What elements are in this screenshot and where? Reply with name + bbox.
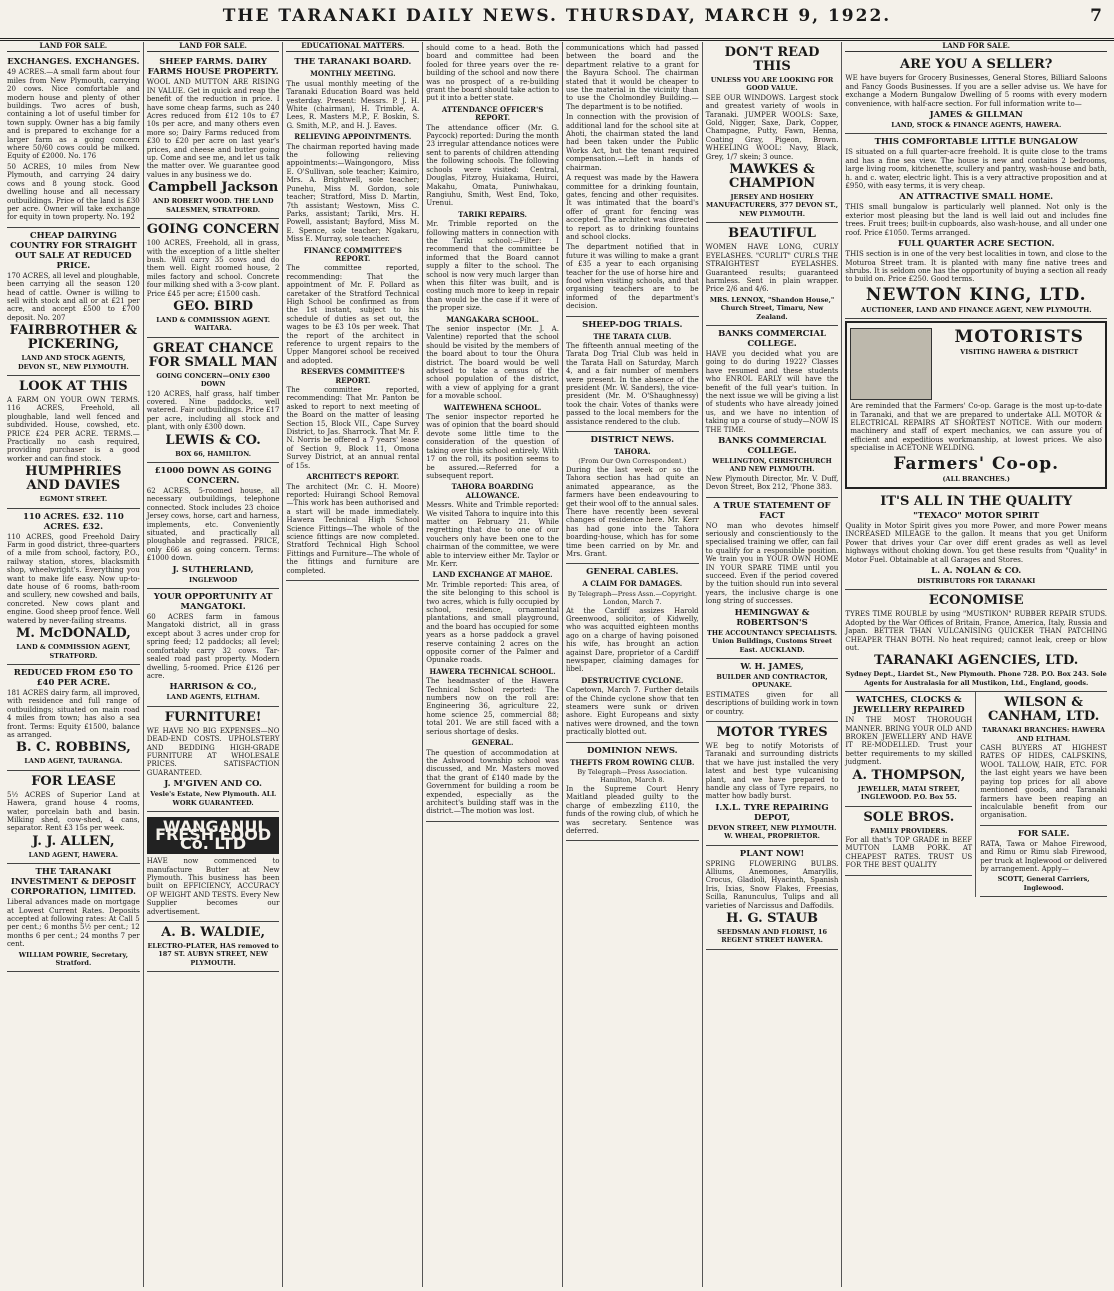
ad-heading: CHEAP DAIRYING COUNTRY FOR STRAIGHT OUT SALE AT REDUCED PRICE. — [10, 230, 137, 271]
column-header: LAND FOR SALE. — [845, 42, 1107, 52]
ad-body: 49 ACRES.—A small farm about four miles from New Plymouth, carrying 20 cows. Nice comfortable and modern house and plenty of other buildings. Two acres of bush, containing a lot of useful timber for town supply. Owner has a big family and is prepared to exchange for a larger farm as a going concern where 50/60 cows could be milked. Equity of £2000. No. 176 — [7, 68, 140, 161]
advertiser-name: W. H. JAMES, — [740, 661, 804, 672]
ad-body: THIS section is in one of the very best localities in town, and close to the Moturoa Street tram. It is planted with many fine native trees and shrubs. It is seldom one has the opportunity of buying a section all ready to build on. Price £250. Good terms. — [845, 250, 1108, 284]
ad-investment-corporation — [7, 864, 140, 972]
advertiser-name: HARRISON & CO., — [169, 682, 257, 693]
ad-heading: THIS COMFORTABLE LITTLE BUNGALOW — [874, 137, 1078, 148]
ad-heading: FOR LEASE — [31, 773, 116, 789]
advertiser-name: BANKS COMMERCIAL COLLEGE. — [718, 436, 826, 456]
advertiser-address: LAND AGENTS, ELTHAM. — [166, 693, 260, 702]
article-body: In connection with the provision of additional land for the school site at Ahoti, the chairman stated the land had been taken under the Public Works Act, but the tenant required compensation.—Left in hands of chairman. — [565, 113, 699, 172]
column-4 — [423, 42, 563, 1287]
section-title: MANGAKARA SCHOOL. — [446, 314, 539, 324]
masthead — [0, 0, 1114, 41]
article-title: THE TARANAKI BOARD. — [294, 57, 412, 68]
article-body: The department notified that in future it was willing to make a grant of £35 a year to each organising teacher for the use of horse hire and food when visiting schools, and that organising teachers are to be informed of the department's decision. — [565, 243, 699, 311]
ad-body: WE HAVE NO BIG EXPENSES—NO DEAD-END COSTS. UPHOLSTERY AND BEDDING HIGH-GRADE FURNITURE AT WHOLESALE PRICES. SATISFACTION GUARANTEED. — [146, 726, 280, 777]
ad-watches — [845, 692, 972, 806]
ad-body: Liberal advances made on mortgage at Lowest Current Rates. Deposits accepted at following rates: At Call 5 per cent.; 6 months 5½ per cent.; 12 months 6 per cent.; 24 months 7 per cent. — [7, 898, 140, 949]
article-subtitle: MONTHLY MEETING. — [310, 69, 396, 79]
article-heading: GENERAL CABLES. — [586, 567, 679, 578]
section-title: ATTENDANCE OFFICER'S REPORT. — [441, 104, 544, 123]
ad-body: A FARM ON YOUR OWN TERMS. 116 ACRES, Freehold, all ploughable, land well fenced and subdivided. House, cowshed, etc. PRICE £24 PER ACRE. TERMS.—Practically no cash required, providing purchaser is a good worker and can find stock. — [7, 395, 140, 463]
ad-body: THIS small bungalow is particularly well planned. Not only is the exterior most pleasing but the land is well laid out and includes fine trees. Fruit trees; built-in cupboards, also wash-house, and all under one roof. Price £1050. Terms arranged. — [845, 203, 1108, 237]
article-general-cables — [566, 564, 699, 742]
ad-body: WOOL AND MUTTON ARE RISING IN VALUE. Get in quick and reap the benefit of the reduction in price. I have some cheap farms, such as 240 Acres reduced from £12 10s to £7 10s per acre, and many others even more so; Dairy Farms reduced from £30 to £20 per acre on last year's prices, and cheese and butter going up. Come and see me, and let us talk the matter over. We guarantee good values in any business we do. — [146, 78, 280, 179]
article-body: A request was made by the Hawera committee for a drinking fountain, gates, fencing and other requisites. It was intimated that the board's offer of grant for fencing was accepted. The architect was directed to report as to drinking fountains and school clocks. — [565, 174, 699, 241]
advertiser-name: H. G. STAUB — [726, 911, 818, 927]
article-district-news — [566, 432, 699, 564]
section-title: LAND EXCHANGE AT MAHOE. — [432, 570, 553, 580]
section-title: WAITEWHENA SCHOOL. — [443, 402, 542, 412]
ad-cheap-dairying — [7, 228, 140, 376]
ad-subheading: GOING CONCERN—ONLY £300 DOWN — [156, 371, 270, 389]
section-title: GENERAL. — [471, 738, 514, 748]
article-body: The committee reported, recommending: That Mr. Panton be asked to report to next meeting of the Board on the matter of leasing Section 15, Block VII., Cape Survey District, to Jas. Sharrock. That Mr. F. N. Norris be offered a 7 years' lease of Section 9, Block 11, Omona Survey District, at an annual rental of 15s. — [286, 386, 420, 470]
article-title: THE TARATA CLUB. — [593, 331, 672, 341]
section-title: ARCHITECT'S REPORT. — [306, 472, 400, 482]
article-body: The committee reported, recommending: That the appointment of Mr. F. Pollard as caretaker of the Stratford Technical High School be confirmed as from the 1st instant, subject to his schedule of duties as set out, the wages to be £3 10s per week. That the report of the architect in reference to urgent repairs to the Upper Mangorei school be received and adopted. — [286, 264, 420, 365]
article-body: The usual monthly meeting of the Taranaki Education Board was held yesterday. Present: Messrs. P. J. H. White (chairman), H. Trimble, A. Lees, R. Masters M.P., F. Boskin, S. G. Smith, M.P., and H. J. Eaves. — [286, 79, 420, 130]
advertiser-name: J. J. ALLEN, — [32, 833, 115, 849]
column-header: LAND FOR SALE. — [147, 42, 280, 52]
page-number: 7 — [1090, 6, 1102, 26]
ad-are-you-a-seller — [845, 54, 1107, 134]
ad-heading: DON'T READ THIS — [724, 45, 820, 74]
article-heading: SHEEP-DOG TRIALS. — [582, 319, 683, 330]
ad-true-statement — [706, 498, 839, 659]
ad-sheep-farms — [147, 54, 280, 219]
advertiser-name: MAWKES & CHAMPION — [728, 162, 816, 192]
section-title: TARIKI REPAIRS. — [458, 209, 527, 219]
article-title: THEFTS FROM ROWING CLUB. — [570, 757, 695, 767]
advertiser-name: WILSON & CANHAM, LTD. — [988, 695, 1100, 725]
ad-body: IS situated on a full quarter-acre freehold. It is quite close to the trams and has a fine sea view. The house is new and contains 2 bedrooms, large living room, kitchenette, scullery and pantry, wash-house and bath, h. and c. water, electric light. This is a very attractive proposition and at £950, with easy terms, it is very cheap. — [845, 148, 1108, 191]
ad-heading: FURNITURE! — [164, 709, 262, 725]
column-3 — [283, 42, 423, 1287]
article-body: The question of accommodation at the Ashwood township school was discussed, and Mr. Masters moved that the grant of £140 made by the Government for building a room be expended, especially as the architect's building staff was in the district.—The motion was lost. — [426, 748, 559, 816]
ad-heading: A TRUE STATEMENT OF FACT — [713, 500, 831, 521]
ad-exchanges — [7, 54, 140, 227]
advertiser-address: ELECTRO-PLATER, HAS removed to 187 ST. AUBYN STREET, NEW PLYMOUTH. — [147, 942, 279, 967]
advertiser-address: THE ACCOUNTANCY SPECIALISTS. Union Buildings, Customs Street East. AUCKLAND. — [707, 628, 838, 654]
advertiser-address: EGMONT STREET. — [39, 495, 108, 504]
ad-mangatoki — [147, 589, 280, 707]
ad-body: WOMEN HAVE LONG, CURLY EYELASHES. "CURLIT" CURLS THE STRAIGHTEST EYELASHES. Guaranteed results; guaranteed harmless. Sent in plain wrapper. Price 2/6 and 4/6. — [705, 243, 839, 294]
ad-body: 100 ACRES, Freehold, all in grass, with the exception of a little shelter bush. Will carry 35 cows and do them well. Eight roomed house, 2 miles factory and school. Concrete four milking shed with a 3-cow plant. Price £45 per acre; £1500 cash. — [146, 239, 280, 298]
article-byline: By Telegraph—Press Assn.—Copyright. London, March 7. — [567, 589, 697, 607]
ad-signature: SCOTT, General Carriers, Inglewood. — [997, 875, 1090, 892]
ad-body: NO man who devotes himself seriously and conscientiously to the specialised training we offer, can fail to qualify for a responsible position. We train you in YOUR OWN HOME IN YOUR SPARE TIME until you succeed. Even if the period covered by the tuition should run into several years, the inclusive charge is one long string of successes. — [705, 521, 839, 606]
ad-body: WE have buyers for Grocery Businesses, General Stores, Billiard Saloons and Fancy Goods Businesses. If you are a seller advise us. We have for exchange a Modern Bungalow Dwelling of 5 rooms with every modern convenience, with half-acre section. For full information write to— — [845, 74, 1108, 108]
ad-heading: LOOK AT THIS — [19, 378, 128, 394]
section-title: RESERVES COMMITTEE'S REPORT. — [300, 367, 405, 385]
ad-body: 120 ACRES, half grass, half timber covered. Nine paddocks, well watered. Fair outbuildings. Price £17 per acre, including all stock and plant, with only £300 down. — [146, 389, 280, 432]
ad-motorists — [845, 321, 1107, 489]
ad-heading: BEAUTIFUL — [728, 226, 816, 242]
article-body: Mr. Trimble reported on the following matters in connection with the Tariki school:—Filter: I recommend that the committee be informed that the Board cannot supply a filter to the school. The school is now very much larger than when this filter was built, and is costing much more to keep in repair than would be the case if it were of the proper size. — [426, 220, 559, 313]
article-body: The senior inspector reported he was of opinion that the board should devote some little time to the consideration of the question of taking over this school entirely. With 17 on the roll, its position seems to be assured.—Referred for a subsequent report. — [426, 413, 559, 480]
ad-body: 60 ACRES farm in famous Mangatoki district, all in grass except about 3 acres under crop for spring feed; 12 paddocks; all level; comfortably carry 32 cows. Tar-sealed road past property. Modern dwelling, 5-roomed. Price £126 per acre. — [146, 613, 280, 680]
ad-110-acres — [7, 509, 140, 665]
ad-great-chance — [147, 338, 280, 463]
newspaper-title: THE TARANAKI DAILY NEWS. THURSDAY, MARCH 9, 1922. — [222, 6, 892, 26]
ad-heading: REDUCED FROM £50 TO £40 PER ACRE. — [13, 667, 133, 688]
ad-signature: WILLIAM POWRIE, Secretary, Stratford. — [18, 950, 128, 968]
column-header: LAND FOR SALE. — [7, 42, 140, 52]
article-body: During the last week or so the Tahora section has had quite an animated appearance, as the farmers have been endeavouring to get their wool off to the annual sales. There have recently been several changes of residence here. Mr. Kerr has had gone into the Tahora boarding-house, which has for some time been carried on by Mr. and Mrs. Grant. — [565, 465, 699, 558]
ad-body: 50 ACRES, 10 miles from New Plymouth, and carrying 24 dairy cows and 8 young stock. Good dwelling house and all necessary outbuildings. Price of the land is £30 per acre. Owner will take exchange for equity in town property. No. 192 — [7, 162, 140, 222]
advertiser-address: LAND & COMMISSION AGENT. WAITARA. — [156, 315, 270, 333]
section-title: RELIEVING APPOINTMENTS. — [294, 132, 412, 142]
ad-1000-down — [147, 463, 280, 589]
ad-body: For all that's TOP GRADE in BEEF MUTTON LAMB PORK. AT CHEAPEST RATES. TRUST US FOR THE BEST QUALITY — [845, 835, 973, 870]
ad-body: WE beg to notify Motorists of Taranaki and surrounding districts that we have just installed the very latest and best type vulcanising plant, and we have prepared to handle any class of Tyre repairs, no matter how badly burst. — [705, 741, 839, 801]
ad-waldie — [147, 922, 280, 972]
ad-heading: PLANT NOW! — [739, 848, 805, 859]
advertiser-address: LAND AGENT, TAURANGA. — [24, 757, 123, 766]
ad-heading: MOTOR TYRES — [716, 724, 828, 740]
newspaper-page — [4, 42, 1110, 1287]
advertiser-name: B. C. ROBBINS, — [16, 740, 131, 756]
ad-look-at-this — [7, 376, 140, 509]
advertiser-address: SEEDSMAN AND FLORIST, 16 REGENT STREET HAWERA. — [717, 928, 828, 945]
advertiser-address: AUCTIONEER, LAND AND FINANCE AGENT, NEW PLYMOUTH. — [860, 305, 1092, 314]
ad-body: 5½ ACRES of Superior Land at Hawera, grand house 4 rooms, water, porcelain bath and basin. Milking shed, cow-shed, 4 cans, separator. Rent £3 15s per week. — [7, 790, 140, 833]
advertiser-name: A. B. WALDIE, — [161, 925, 266, 941]
advertiser-name: L. A. NOLAN & CO. — [931, 566, 1022, 576]
ad-heading: ECONOMISE — [928, 593, 1024, 609]
ad-heading: AN ATTRACTIVE SMALL HOME. — [899, 192, 1054, 203]
ad-furniture — [147, 707, 280, 812]
ad-sole-bros — [845, 807, 972, 876]
ad-beautiful — [706, 223, 839, 326]
article-sheep-dog-trials — [566, 317, 699, 432]
ad-body: SPRING FLOWERING BULBS. Alliums, Anemones, Amaryllis, Crocus, Gladioli, Hyacinth, Spanish Iris, Ixias, Snow Flakes, Freesias, Scilla, Ranunculus, Tulips and all varieties of Narcissus and Daffodils. — [705, 859, 839, 910]
advertiser-name: I.X.L. TYRE REPAIRING DEPOT, — [715, 802, 829, 823]
ad-subheading: FAMILY PROVIDERS. — [870, 826, 948, 835]
advertiser-address: DEVON STREET, NEW PLYMOUTH. W. WHEAL, PROPRIETOR. — [707, 823, 837, 841]
ad-heading: YOUR OPPORTUNITY AT MANGATOKI. — [153, 592, 273, 613]
advertiser-address: INGLEWOOD — [188, 575, 238, 584]
ad-heading: EXCHANGES. EXCHANGES. — [7, 57, 140, 68]
car-illustration — [850, 328, 932, 400]
article-education-board — [286, 54, 419, 581]
column-1 — [4, 42, 144, 1287]
article-body: The fifteenth annual meeting of the Tarata Dog Trial Club was held in the Tarata Hall on Saturday, March 4, and a fair number of members were present. In the absence of the president (Mr. W. Sanders), the vice-president (Mr. M. O'Shaughnessy) took the chair. Votes of thanks were passed to the local members for the assistance rendered to the club. — [565, 342, 699, 426]
advertiser-name: Campbell Jackson — [147, 180, 279, 196]
advertiser-address: LAND AND STOCK AGENTS, DEVON ST., NEW PLYMOUTH. — [17, 354, 129, 371]
article-byline: By Telegraph—Press Association. Hamilton, March 8. — [577, 768, 688, 785]
ad-subheading: UNLESS YOU ARE LOOKING FOR GOOD VALUE. — [710, 76, 834, 93]
article-body: Mr. Trimble reported: This area, of the site belonging to this school is two acres, which is fully occupied by school, residence, ornamental plantations, and small playground, and the board has occupied for some years as a horse paddock a gravel reserve containing 2 acres on the opposite corner of the Palmer and Opunake roads. — [426, 580, 559, 665]
advertiser-name: FAIRBROTHER & PICKERING, — [9, 323, 138, 353]
column-5 — [563, 42, 703, 1287]
ad-body: 181 ACRES dairy farm, all improved, with residence and full range of outbuildings; situated on main road 4 miles from town; has also a sea front. Terms: Equity £1500, balance as arranged. — [7, 688, 140, 739]
ad-heading: THE TARANAKI INVESTMENT & DEPOSIT CORPORATION, LIMITED. — [10, 867, 136, 898]
fresh-food-logo: WANGANUI FRESH FOOD Co. LTD — [147, 817, 280, 854]
ad-fresh-food — [147, 812, 280, 922]
article-title: A CLAIM FOR DAMAGES. — [582, 579, 683, 589]
ad-body: 62 ACRES, 5-roomed house, all necessary outbuildings, telephone connected. Stock includes 23 choice Jersey cows, horse, cart and harness, implements, etc. Conveniently situated, and practically all ploughable and regrassed. PRICE, only £66 as going concern. Terms: £1000 down. — [146, 487, 280, 563]
ad-heading: £1000 DOWN AS GOING CONCERN. — [154, 466, 272, 486]
advertiser-name: HEMINGWAY & ROBERTSON'S — [734, 607, 810, 628]
ad-reduced — [7, 665, 140, 771]
article-body: Messrs. White and Trimble reported: We visited Tahora to inquire into this matter on February 21. While regretting that due to one of our vouchers only have been one to the chairman of the committee, we were able to interview either Mr. Taylor or Mr. Kerr. — [426, 501, 559, 568]
ad-body: CASH BUYERS AT HIGHEST RATES OF HIDES, CALFSKINS, WOOL TALLOW, HAIR, ETC. FOR the last eight years we have been paying top prices for all above mentioned goods, and Taranaki farmers have been reaping an incalculable benefit from our organisation. — [980, 744, 1108, 820]
ad-heading: FOR SALE. — [1017, 828, 1070, 839]
ad-heading: IT'S ALL IN THE QUALITY — [880, 493, 1073, 509]
ad-body: IN THE MOST THOROUGH MANNER. BRING YOUR OLD AND BROKEN JEWELLERY AND HAVE IT RE-MODELLED. Trust your better requirements to my skilled judgment. — [845, 716, 973, 767]
section-title: HAWERA TECHNICAL SCHOOL. — [429, 666, 556, 676]
ad-plant-now — [706, 846, 839, 950]
ad-heading: WATCHES, CLOCKS & JEWELLERY REPAIRED — [853, 695, 965, 716]
bottom-left-ads — [845, 692, 976, 897]
advertiser-address: DISTRIBUTORS FOR TARANAKI — [917, 577, 1036, 585]
ad-body: RATA, Tawa or Mahoe Firewood, and Rimu or Rimu slab Firewood, per truck at Inglewood or delivered by arrangement. Apply— — [980, 839, 1108, 873]
ad-body: ESTIMATES given for all descriptions of building work in town or country. — [705, 690, 839, 716]
article-heading: DOMINION NEWS. — [586, 745, 678, 756]
ad-heading: MOTORISTS — [954, 327, 1084, 348]
ad-signature: MRS. LENNOX, "Shandon House," Church Street, Timaru, New Zealand. — [709, 295, 835, 321]
ad-body: 170 ACRES, all level and ploughable, been carrying all the season 120 head of cattle. Owner is willing to sell with stock and all or at £21 per acre, and accept £500 to £700 deposit. No. 207 — [7, 271, 140, 322]
advertiser-address: LAND, STOCK & FINANCE AGENTS, HAWERA. — [891, 121, 1062, 130]
advertiser-name: JAMES & GILLMAN — [929, 110, 1023, 121]
ad-w-h-james — [706, 659, 839, 722]
ad-wilson-canham — [980, 692, 1107, 825]
ad-heading: FULL QUARTER ACRE SECTION. — [898, 239, 1055, 250]
ad-subheading: VISITING HAWERA & DISTRICT — [960, 348, 1079, 357]
article-body: should come to a head. Both the board and committee had been fooled for three years over the re-building of the school and now there was no prospect of a re-building grant the board should take action to put it into a better state. — [426, 44, 559, 103]
article-body: In the Supreme Court Henry Maitland pleaded guilty to the charge of embezzling £110, the funds of the rowing club, of which he was secretary. Sentence was deferred. — [565, 784, 699, 835]
advertiser-name: BANKS COMMERCIAL COLLEGE. — [718, 328, 826, 349]
article-heading: DISTRICT NEWS. — [590, 435, 675, 446]
ad-texaco — [845, 491, 1107, 590]
column-6 — [703, 42, 843, 1287]
ad-heading: SHEEP FARMS. DAIRY FARMS HOUSE PROPERTY. — [147, 57, 279, 78]
advertiser-address: BUILDER AND CONTRACTOR, OPUNAKE. — [716, 672, 828, 690]
section-title: FINANCE COMMITTEE'S REPORT. — [303, 245, 402, 263]
advertiser-name: TARANAKI AGENCIES, LTD. — [874, 653, 1079, 669]
advertiser-address: (ALL BRANCHES.) — [942, 474, 1010, 483]
advertiser-name: J. M'GIVEN AND CO. — [164, 779, 262, 790]
ad-heading: GREAT CHANCE FOR SMALL MAN — [148, 340, 278, 370]
ad-for-lease — [7, 771, 140, 864]
advertiser-name: A. THOMPSON, — [852, 767, 966, 783]
ad-body: HAVE now commenced to manufacture Butter at New Plymouth. This business has been built on EFFICIENCY, ACCURACY OF WEIGHT AND TESTS. Every New Supplier becomes our advertisement. — [146, 857, 280, 916]
advertiser-address: WELLINGTON, CHRISTCHURCH AND NEW PLYMOUTH. — [712, 457, 832, 474]
ad-heading: ARE YOU A SELLER? — [900, 57, 1053, 73]
advertiser-name: NEWTON KING, LTD. — [865, 284, 1087, 305]
ad-mustikon — [845, 590, 1107, 692]
advertiser-address: Sydney Dept., Liardet St., New Plymouth. Phone 728. P.O. Box 243. Sole Agents for Australasia for all Mustikon, Ltd., England, goods. — [845, 670, 1107, 687]
ad-dont-read-this — [706, 42, 839, 223]
advertiser-address: TARANAKI BRANCHES: HAWERA AND ELTHAM. — [982, 726, 1106, 743]
advertiser-name: Farmers' Co-op. — [893, 453, 1060, 474]
article-body: The senior inspector (Mr. J. A. Valentine) reported that the school should be visited by the members of the board about to tour the Ohura district. The board would be well advised to take a census of the school population of the district, with a view of applying for a grant for a movable school. — [426, 325, 559, 401]
advertiser-name: J. SUTHERLAND, — [172, 564, 254, 575]
section-title: TAHORA BOARDING ALLOWANCE. — [451, 482, 534, 500]
article-dominion-news — [566, 743, 699, 842]
bottom-right-ads — [980, 692, 1107, 897]
article-body: communications which had passed between the board and the department relative to a grant for the Bayura School. The chairman stated that it would be cheaper to use the material in the vicinity than to use the Cholmondley Building.—The department is to be notified. — [565, 44, 699, 111]
ad-body: SEE OUR WINDOWS. Largest stock and greatest variety of wools in Taranaki. JUMPER WOOLS: Saxe, Gold, Nigger, Saxe, Dark, Copper, Champagne, Putty, Fawn, Henna, Coating Gray, Pigeon, Brown. WHEELING WOOL: Navy, Black, Grey, 1/7 skein; 3 ounce. — [705, 93, 839, 161]
advertiser-address: BOX 66, HAMILTON. — [175, 449, 251, 458]
ad-banks-college — [706, 326, 839, 498]
article-title: DESTRUCTIVE CYCLONE. — [581, 675, 684, 685]
article-body: The attendance officer (Mr. G. Paycock) reported: During the month 23 irregular attendance notices were sent to parents of children attending the following schools. The following schools were visited: Central, Douglas, Fitzroy, Huiakama, Huirci, Makahu, Omata, Puniwhakau, Rangiuhu, Smith, West End, Toko, Urenui. — [426, 123, 559, 208]
advertiser-address: AND ROBERT WOOD. THE LAND SALESMEN, STRATFORD. — [152, 197, 274, 214]
article-board-continued — [566, 42, 699, 317]
advertiser-name: M. McDONALD, — [15, 626, 131, 642]
ad-body: HAVE you decided what you are going to do during 1922? Classes have resumed and these students who ENROL EARLY will have the benefit of the full year's tuition. In the next issue we will be giving a list of students who have already joined us, and we have no intention of taking up a course of study—NOW IS THE TIME. — [705, 349, 839, 434]
advertiser-name: HUMPHRIES AND DAVIES — [25, 464, 122, 494]
article-body: The architect (Mr. C. H. Moore) reported: Huirangi School Removal—This work has been authorised and a start will be made immediately. Hawera Technical High School Science Fittings—The whole of the science fittings are now completed. Stratford Technical High School Fittings and Furniture—The whole of the fittings and furniture are completed. — [286, 482, 420, 575]
article-continued — [426, 42, 559, 822]
ad-motor-tyres — [706, 722, 839, 846]
ad-body: TYRES TIME ROUBLE by using "MUSTIKON" RUBBER REPAIR STUDS. Adopted by the War Offices of Britain, France, America, Italy, Russia and Japan. BETTER THAN VULCANISING QUICKER THAN PATCHING CHEAPER THAN BOTH. No heat required; cannot leak, creep or blow out. — [845, 610, 1108, 653]
ad-body: New Plymouth Director, Mr. V. Duff, Devon Street, Box 212, 'Phone 383. — [705, 474, 839, 492]
ad-for-sale-firewood — [980, 826, 1107, 897]
advertiser-address: JERSEY AND HOSIERY MANUFACTURERS, 377 DEVON ST., NEW PLYMOUTH. — [706, 193, 839, 218]
article-body: Capetown, March 7. Further details of the Chinde cyclone show that ten steamers were sunk or driven ashore. Eight Europeans and sixty natives were drowned, and the town practically blotted out. — [565, 686, 699, 737]
ad-heading: 110 ACRES. £32. 110 ACRES. £32. — [22, 511, 124, 532]
ad-heading: GOING CONCERN — [146, 222, 280, 238]
advertiser-name: SOLE BROS. — [863, 809, 955, 825]
ad-body: Are reminded that the Farmers' Co-op. Garage is the most up-to-date in Taranaki, and that we are prepared to undertake ALL MOTOR & ELECTRICAL REPAIRS AT SHORTEST NOTICE. With our modern machinery and staff of expert mechanics, we can assure you of efficient and expeditious workmanship, at lowest prices. We also specialise in ACETONE WELDING. — [850, 402, 1103, 453]
article-body: At the Cardiff assizes Harold Greenwood, solicitor, of Kidwelly, who was acquitted eighteen months ago on a charge of having poisoned his wife, has brought an action against Dare, proprietor of a Cardiff newspaper, claiming damages for libel. — [565, 606, 699, 674]
ad-bungalow — [845, 134, 1107, 319]
advertiser-name: LEWIS & CO. — [165, 432, 261, 448]
advertiser-address: LAND AGENT, HAWERA. — [28, 850, 119, 859]
advertiser-address: LAND & COMMISSION AGENT, STRATFORD. — [16, 643, 131, 660]
advertiser-name: GEO. BIRD — [173, 298, 253, 314]
column-7 — [842, 42, 1110, 1287]
article-byline: (From Our Own Correspondent.) — [578, 457, 687, 466]
bottom-ads-row — [845, 692, 1107, 897]
article-title: TAHORA. — [613, 447, 651, 457]
ad-body: Quality in Motor Spirit gives you more Power, and more Power means INCREASED MILEAGE to the gallon. It means that you get Uniform Power that drives your Car over diff erent grades as well as level highways without choking down. You get these results from "Quality" in Motor Fuel. Obtainable at all Garages and Stores. — [845, 521, 1108, 564]
ad-subheading: "TEXACO" MOTOR SPIRIT — [913, 510, 1040, 521]
column-2 — [144, 42, 284, 1287]
ad-going-concern — [147, 219, 280, 338]
advertiser-address: Vesle's Estate, New Plymouth. ALL WORK GUARANTEED. — [150, 790, 276, 807]
article-body: The chairman reported having made the following relieving appointments:—Waingongoro, Miss E. O'Sullivan, sole teacher; Kaimiro, Mrs. A. Brightwell, sole teacher; Punehu, Miss M. Gordon, sole teacher; Stratford, Miss D. Martin, 7th assistant; Westown, Miss C. Parks, assistant; Tariki, Mrs. H. Powell, assistant; Bayford, Miss M. E. Spence, sole teacher; Ngakaru, Miss E. Murray, sole teacher. — [286, 142, 420, 244]
column-header: EDUCATIONAL MATTERS. — [286, 42, 419, 52]
article-body: The headmaster of the Hawera Technical School reported: The numbers now on the roll are: Engineering 36, agriculture 22, home science 25, commercial 88; total 201. We are still faced with a serious shortage of desks. — [426, 677, 559, 736]
ad-body: 110 ACRES, good Freehold Dairy Farm in good district, three-quarters of a mile from school, factory, P.O., railway station, stores, blacksmith shop, wheelwright's. Everything you want to make life easy. Now up-to-date house of 6 rooms, bath-room and scullery, new cowshed and bails, concreted. New cows plant and engine. Good sheep proof fence. Well watered by never-failing streams. — [7, 532, 140, 625]
advertiser-address: JEWELLER, MATAI STREET, INGLEWOOD. P.O. Box 55. — [857, 784, 960, 802]
